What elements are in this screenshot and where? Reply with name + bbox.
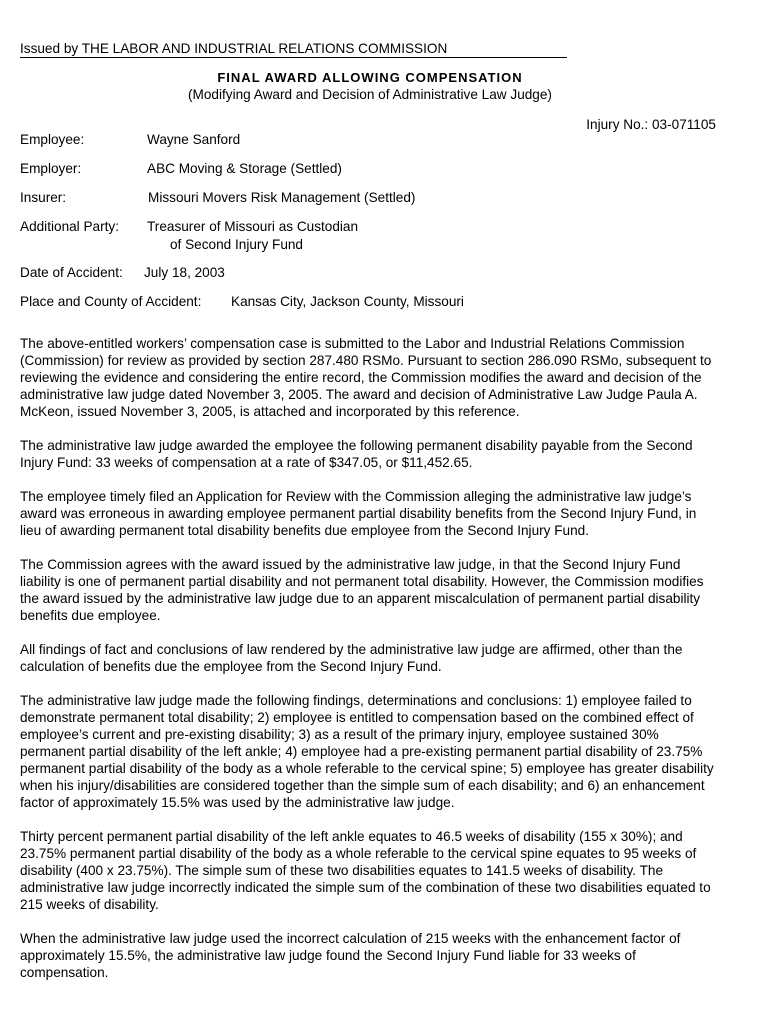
- award-body: [20, 335, 720, 998]
- employer-value: ABC Moving & Storage (Settled): [147, 161, 342, 176]
- place-of-accident-value: Kansas City, Jackson County, Missouri: [231, 294, 464, 309]
- additional-party-value-line1: Treasurer of Missouri as Custodian: [147, 219, 359, 234]
- paragraph: The above-entitled workers’ compensation case is submitted to the Labor and Industrial Relations Commission (Commission) for review as provided by section 287.480 RSMo. Pursuant to section 286.090 RSMo, subsequent to reviewing the evidence and considering the entire record, the Commission modifies the award and decision of the administrative law judge dated November 3, 2005. The award and decision of Administrative Law Judge Paula A. McKeon, issued November 3, 2005, is attached and incorporated by this reference.: [20, 336, 712, 419]
- insurer-value: Missouri Movers Risk Management (Settled): [148, 190, 416, 205]
- document-title: FINAL AWARD ALLOWING COMPENSATION: [217, 70, 523, 85]
- additional-party-label: Additional Party:: [20, 219, 119, 234]
- paragraph: Thirty percent permanent partial disability of the left ankle equates to 46.5 weeks of disability (155 x 30%); and 23.75% permanent partial disability of the body as a whole referable to the cervical spine equates to 95 weeks of disability (400 x 23.75%). The simple sum of these two disabilities equates to 141.5 weeks of disability. The administrative law judge incorrectly indicated the simple sum of the combination of these two disabilities equated to 215 weeks of disability.: [20, 829, 711, 912]
- employee-label: Employee:: [20, 132, 85, 147]
- employee-value: Wayne Sanford: [147, 132, 241, 147]
- paragraph: The Commission agrees with the award issued by the administrative law judge, in that the Second Injury Fund liability is one of permanent partial disability and not permanent total disability. However, the Commission modifies the award issued by the administrative law judge due to an apparent miscalculation of permanent partial disability benefits due employee.: [20, 557, 704, 623]
- paragraph: The administrative law judge made the following findings, determinations and conclusions: 1) employee failed to demonstrate permanent total disability; 2) employee is entitled to compensation based on the combined effect of employee’s current and pre-existing disability; 3) as a result of the primary injury, employee sustained 30% permanent partial disability of the left ankle; 4) employee had a pre-existing permanent partial disability of 23.75% permanent partial disability of the body as a whole referable to the cervical spine; 5) employee has greater disability when his injury/disabilities are considered together than the simple sum of each disability; and 6) an enhancement factor of approximately 15.5% was used by the administrative law judge.: [20, 693, 714, 810]
- paragraph: The administrative law judge awarded the employee the following permanent disability payable from the Second Injury Fund: 33 weeks of compensation at a rate of $347.05, or $11,452.65.: [20, 438, 693, 470]
- insurer-label: Insurer:: [20, 190, 67, 205]
- date-of-accident-label: Date of Accident:: [20, 265, 123, 280]
- paragraph: The employee timely filed an Application for Review with the Commission alleging the administrative law judge’s award was erroneous in awarding employee permanent partial disability benefits from the Second Injury Fund, in lieu of awarding permanent total disability benefits due employee from the Second Injury Fund.: [20, 489, 697, 538]
- additional-party-value-line2: of Second Injury Fund: [170, 237, 303, 252]
- place-of-accident-label: Place and County of Accident:: [20, 294, 202, 309]
- document-subtitle: (Modifying Award and Decision of Administrative Law Judge): [188, 87, 552, 102]
- date-of-accident-value: July 18, 2003: [144, 265, 225, 280]
- paragraph: When the administrative law judge used the incorrect calculation of 215 weeks with the enhancement factor of approximately 15.5%, the administrative law judge found the Second Injury Fund liable for 33 weeks of compensation.: [20, 931, 681, 980]
- issued-by-line: Issued by THE LABOR AND INDUSTRIAL RELATIONS COMMISSION: [20, 40, 567, 58]
- injury-number: Injury No.: 03-071105: [586, 117, 716, 132]
- employer-label: Employer:: [20, 161, 82, 176]
- paragraph: All findings of fact and conclusions of law rendered by the administrative law judge are affirmed, other than the calculation of benefits due the employee from the Second Injury Fund.: [20, 642, 683, 674]
